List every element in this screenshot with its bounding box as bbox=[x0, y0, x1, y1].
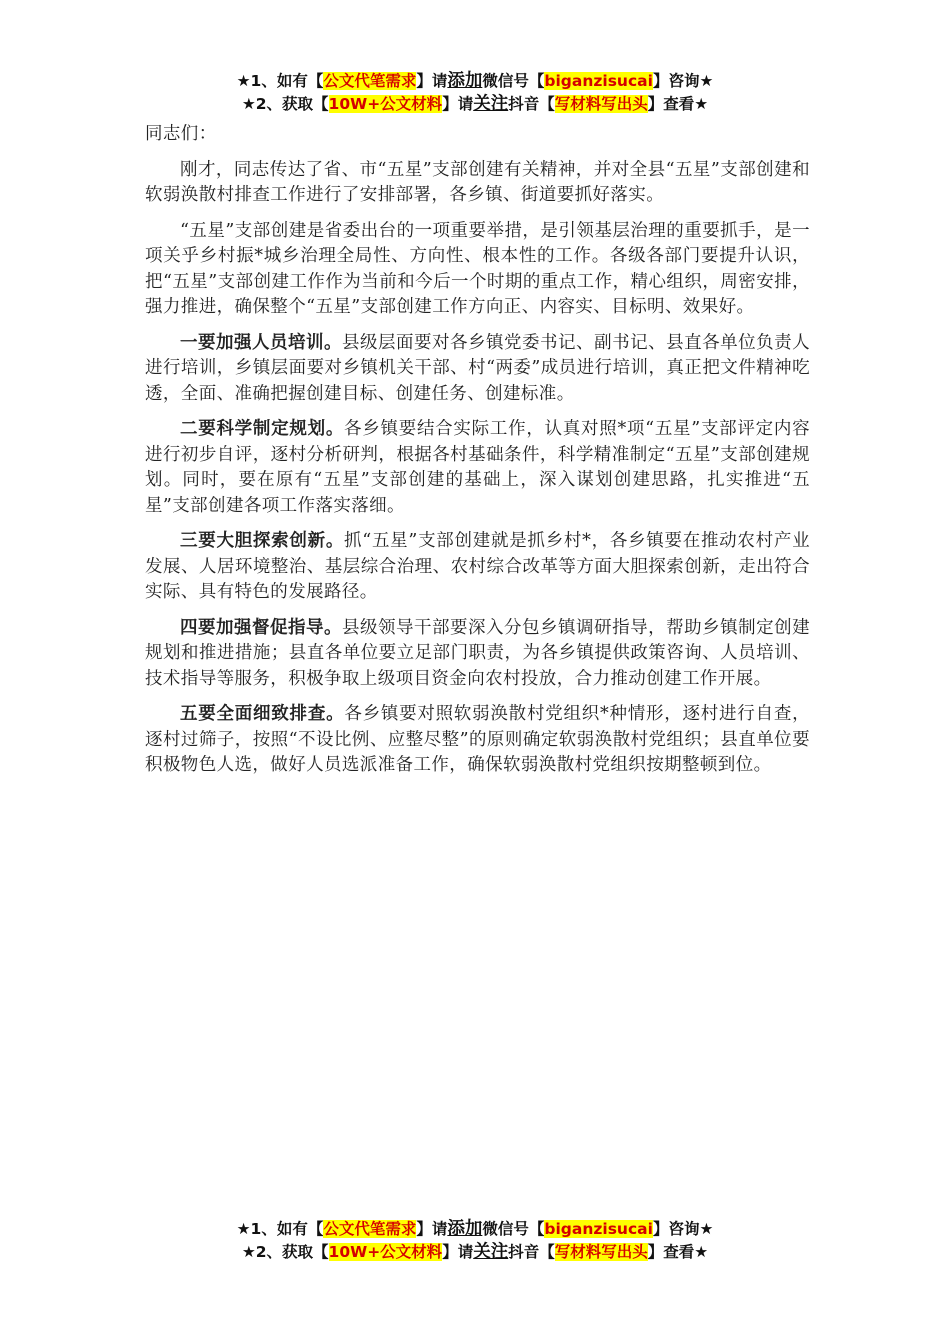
banner-text: 抖音【 bbox=[508, 1243, 555, 1261]
banner-text: 】查看★ bbox=[647, 95, 709, 113]
header-banner bbox=[0, 70, 950, 116]
highlight-materials: 10W+公文材料 bbox=[328, 1243, 443, 1261]
paragraph-lead: 三要大胆探索创新。 bbox=[180, 531, 345, 551]
banner-text: 】查看★ bbox=[647, 1243, 709, 1261]
footer-banner bbox=[0, 1218, 950, 1264]
paragraph bbox=[145, 529, 810, 606]
banner-text: ★2、获取【 bbox=[241, 95, 329, 113]
banner-text: 】请 bbox=[442, 1243, 474, 1261]
banner-text: 】咨询★ bbox=[652, 1220, 714, 1238]
banner-text: 微信号【 bbox=[482, 72, 545, 90]
greeting: 同志们： bbox=[145, 124, 217, 144]
highlight-account: 写材料写出头 bbox=[554, 1243, 648, 1261]
paragraph-lead: 五要全面细致排查。 bbox=[180, 704, 345, 724]
banner-text: 微信号【 bbox=[482, 1220, 545, 1238]
paragraph-text: 各乡镇要结合实际工作，认真对照*项“五星”支部评定内容进行初步自评，逐村分析研判，根据各村基础条件，科学精准制定“五星”支部创建规划。同时，要在原有“五星”支部创建的基础上，深入谋划创建思路，扎实推进“五星”支部创建各项工作落实落细。 bbox=[145, 419, 810, 516]
banner-line-1 bbox=[0, 70, 950, 93]
banner-text: 】请 bbox=[416, 72, 448, 90]
highlight-wechat-id: biganzisucai bbox=[544, 72, 653, 90]
highlight-wechat-id: biganzisucai bbox=[544, 1220, 653, 1238]
paragraph-text: 各乡镇要对照软弱涣散村党组织*种情形，逐村进行自查，逐村过筛子，按照“不设比例、应整尽整”的原则确定软弱涣散村党组织；县直单位要积极物色人选，做好人员选派准备工作，确保软弱涣散村党组织按期整顿到位。 bbox=[145, 704, 810, 775]
paragraph bbox=[145, 702, 810, 779]
banner-text: 】咨询★ bbox=[652, 72, 714, 90]
underline-follow: 关注 bbox=[473, 1242, 509, 1262]
banner-text: ★1、如有【 bbox=[236, 72, 324, 90]
paragraph-lead: 四要加强督促指导。 bbox=[180, 617, 343, 638]
banner-line-2 bbox=[0, 93, 950, 116]
document-body bbox=[145, 122, 810, 789]
paragraph-text: 刚才，同志传达了省、市“五星”支部创建有关精神，并对全县“五星”支部创建和软弱涣散村排查工作进行了安排部署，各乡镇、街道要抓好落实。 bbox=[145, 159, 810, 205]
paragraph-lead: 二要科学制定规划。 bbox=[180, 419, 345, 439]
banner-line-1 bbox=[0, 1218, 950, 1241]
banner-text: 】请 bbox=[442, 95, 474, 113]
banner-text: 】请 bbox=[416, 1220, 448, 1238]
underline-add: 添加 bbox=[447, 1219, 483, 1239]
banner-text: ★1、如有【 bbox=[236, 1220, 324, 1238]
highlight-account: 写材料写出头 bbox=[554, 95, 648, 113]
paragraph-text: “五星”支部创建是省委出台的一项重要举措，是引领基层治理的重要抓手，是一项关乎乡村振*城乡治理全局性、方向性、根本性的工作。各级各部门要提升认识，把“五星”支部创建工作作为当前和今后一个时期的重点工作，精心组织，周密安排，强力推进，确保整个“五星”支部创建工作方向正、内容实、目标明、效果好。 bbox=[145, 220, 810, 317]
paragraph bbox=[145, 219, 810, 321]
paragraph bbox=[145, 158, 810, 209]
paragraph-text: 县级领导干部要深入分包乡镇调研指导，帮助乡镇制定创建规划和推进措施；县直各单位要立足部门职责，为各乡镇提供政策咨询、人员培训、技术指导等服务，积极争取上级项目资金向农村投放，合力推动创建工作开展。 bbox=[145, 617, 810, 689]
paragraph bbox=[145, 331, 810, 408]
banner-line-2 bbox=[0, 1241, 950, 1264]
banner-text: ★2、获取【 bbox=[241, 1243, 329, 1261]
paragraph bbox=[145, 417, 810, 519]
highlight-service: 公文代笔需求 bbox=[323, 1220, 417, 1238]
underline-add: 添加 bbox=[447, 71, 483, 91]
highlight-materials: 10W+公文材料 bbox=[328, 95, 443, 113]
banner-text: 抖音【 bbox=[508, 95, 555, 113]
underline-follow: 关注 bbox=[473, 94, 509, 114]
paragraph-text: 县级层面要对各乡镇党委书记、副书记、县直各单位负责人进行培训，乡镇层面要对乡镇机关干部、村“两委”成员进行培训，真正把文件精神吃透，全面、准确把握创建目标、创建任务、创建标准。 bbox=[145, 332, 810, 404]
paragraph-text: 抓“五星”支部创建就是抓乡村*，各乡镇要在推动农村产业发展、人居环境整治、基层综合治理、农村综合改革等方面大胆探索创新，走出符合实际、具有特色的发展路径。 bbox=[145, 531, 810, 602]
highlight-service: 公文代笔需求 bbox=[323, 72, 417, 90]
paragraph bbox=[145, 616, 810, 693]
paragraph-lead: 一要加强人员培训。 bbox=[180, 332, 343, 353]
